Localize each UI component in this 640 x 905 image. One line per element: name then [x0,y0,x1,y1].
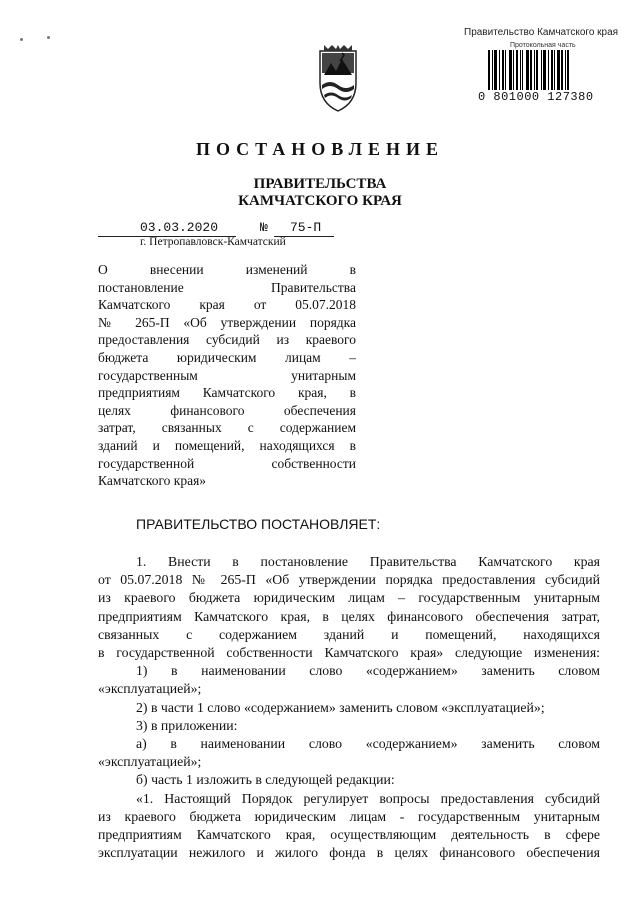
barcode-number: 0 801000 127380 [478,90,594,104]
body-line: «1. Настоящий Порядок регулирует вопросы предоставления субсидий [136,790,600,806]
subject-line: О внесении изменений в [98,262,356,277]
body-line: 2) в части 1 слово «содержанием» заменить словом «эксплуатацией»; [136,699,545,715]
subject-line: государственной собственности [98,455,356,471]
subject-line: целях финансового обеспечения [98,402,356,418]
body-line: эксплуатации нежилого и жилого фонда в целях финансового обеспечения [98,845,600,861]
document-title: ПОСТАНОВЛЕНИЕ [195,139,445,159]
body-line: б) часть 1 изложить в следующей редакции: [136,772,395,788]
document-place: г. Петропавловск-Камчатский [140,236,286,248]
document-body [98,553,600,862]
authority-line-1: ПРАВИТЕЛЬСТВА [253,176,387,192]
subject-line: Камчатского края» [98,473,207,489]
subject-line: государственным унитарным [98,367,356,383]
body-line: 1) в наименовании слово «содержанием» заменить словом [136,663,600,679]
document-date: 03.03.2020 [140,220,219,235]
subject-line: постановление Правительства [98,279,356,295]
subject-line: предприятиям Камчатского края, в [98,385,356,401]
barcode [488,50,588,90]
decree-heading: ПРАВИТЕЛЬСТВО ПОСТАНОВЛЯЕТ: [136,516,381,532]
subject-line: зданий и помещений, находящихся в [98,437,356,453]
body-line: 1. Внести в постановление Правительства Камчатского края [136,554,600,569]
subject-line: бюджета юридическим лицам – [98,349,356,365]
number-sign: № [260,220,268,235]
body-line: предприятиям Камчатского края, осуществляющим деятельность в сфере [98,827,600,843]
body-line: а) в наименовании слово «содержанием» заменить словом [136,736,600,752]
coat-of-arms-emblem [318,43,358,113]
body-line: предприятиям Камчатского края, в целях финансового обеспечения затрат, [98,608,600,624]
body-line: из краевого бюджета юридическим лицам - государственным унитарным [98,808,600,824]
body-line: в государственной собственности Камчатского края» следующие изменения: [98,645,600,661]
body-line: «эксплуатацией»; [98,681,202,697]
authority-line-2: КАМЧАТСКОГО КРАЯ [238,193,402,209]
stamp-office: Правительство Камчатского края [464,27,619,38]
body-line: 3) в приложении: [136,717,238,733]
body-line: связанных с содержанием зданий и помещений, находящихся [98,626,600,642]
scan-speck [20,38,23,41]
subject-line: предоставления субсидий из краевого [98,332,356,348]
document-subject [98,261,356,490]
body-line: от 05.07.2018 № 265-П «Об утверждении порядка предоставления субсидий [98,572,600,588]
stamp-section: Протокольная часть [510,42,576,49]
subject-line: затрат, связанных с содержанием [98,420,356,436]
body-line: из краевого бюджета юридическим лицам – государственным унитарным [98,590,600,606]
subject-line: № 265-П «Об утверждении порядка [98,314,356,330]
document-number: 75-П [290,220,322,235]
subject-line: Камчатского края от 05.07.2018 [98,297,356,313]
body-line: «эксплуатацией»; [98,754,202,770]
scan-speck [47,36,50,39]
